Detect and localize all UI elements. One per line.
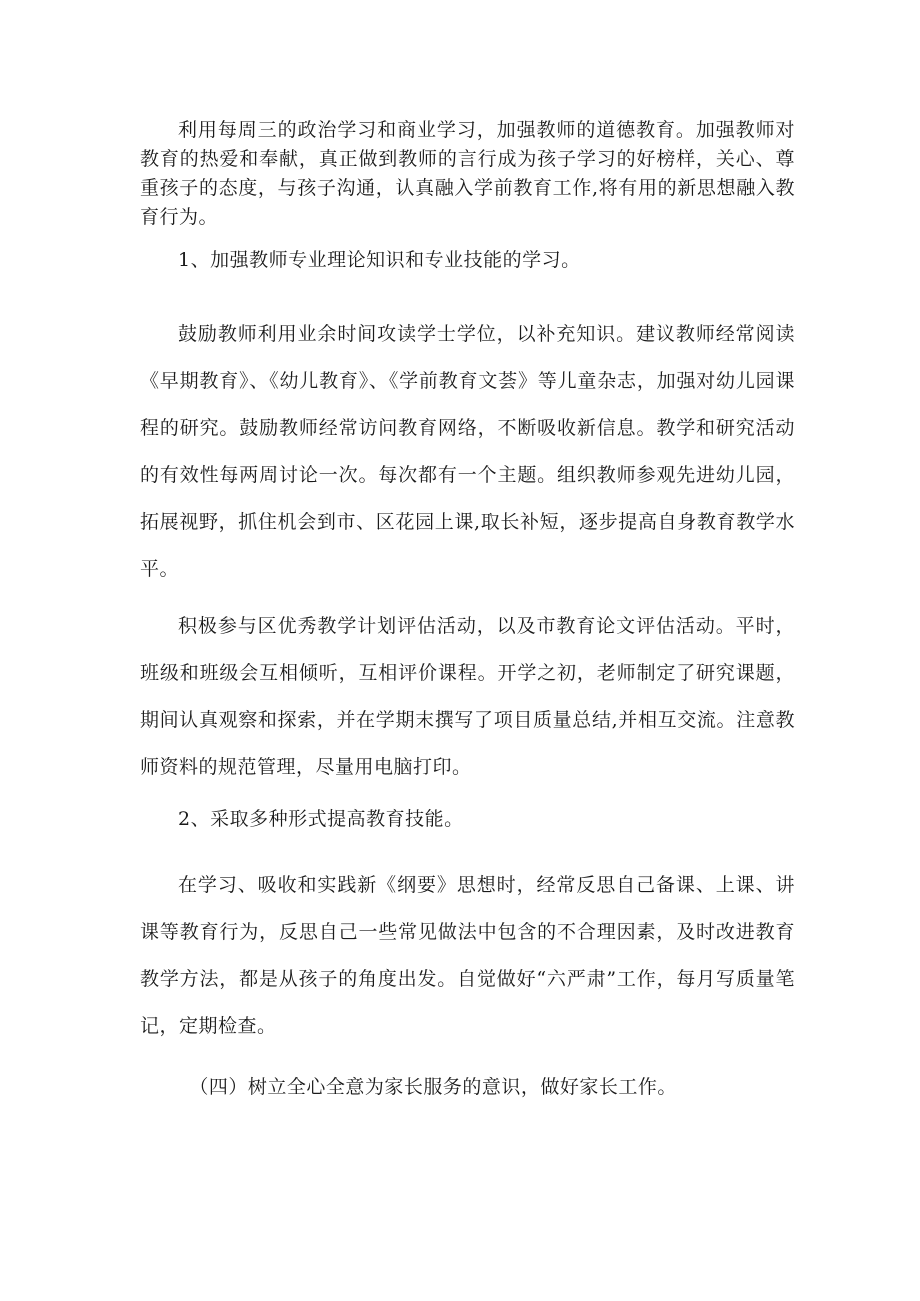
heading-item-1: 1、加强教师专业理论知识和专业技能的学习。: [178, 249, 581, 271]
paragraph-moral-education: 利用每周三的政治学习和商业学习，加强教师的道德教育。加强教师对教育的热爱和奉献，真正做到教师的言行成为孩子学习的好榜样，关心、尊重孩子的态度，与孩子沟通，认真融入学前教育工作,将有用的新思想融入教育行为。: [140, 119, 795, 228]
paragraph-reflection: 在学习、吸收和实践新《纲要》思想时，经常反思自己备课、上课、讲课等教育行为，反思自己一些常见做法中包含的不合理因素，及时改进教育教学方法，都是从孩子的角度出发。自觉做好“六严肃”工作，每月写质量笔记，定期检查。: [140, 874, 795, 1037]
paragraph-evaluation-activities: 积极参与区优秀教学计划评估活动，以及市教育论文评估活动。平时，班级和班级会互相倾听，互相评价课程。开学之初，老师制定了研究课题，期间认真观察和探索，并在学期末撰写了项目质量总结,并相互交流。注意教师资料的规范管理，尽量用电脑打印。: [140, 615, 795, 778]
heading-item-2: 2、采取多种形式提高教育技能。: [178, 808, 464, 830]
heading-section-4: （四）树立全心全意为家长服务的意识，做好家长工作。: [189, 1076, 677, 1098]
paragraph-encourage-study: 鼓励教师利用业余时间攻读学士学位，以补充知识。建议教师经常阅读《早期教育》、《幼儿教育》、《学前教育文荟》等儿童杂志，加强对幼儿园课程的研究。鼓励教师经常访问教育网络，不断吸收新信息。教学和研究活动的有效性每两周讨论一次。每次都有一个主题。组织教师参观先进幼儿园，拓展视野，抓住机会到市、区花园上课,取长补短，逐步提高自身教育教学水平。: [140, 323, 795, 580]
